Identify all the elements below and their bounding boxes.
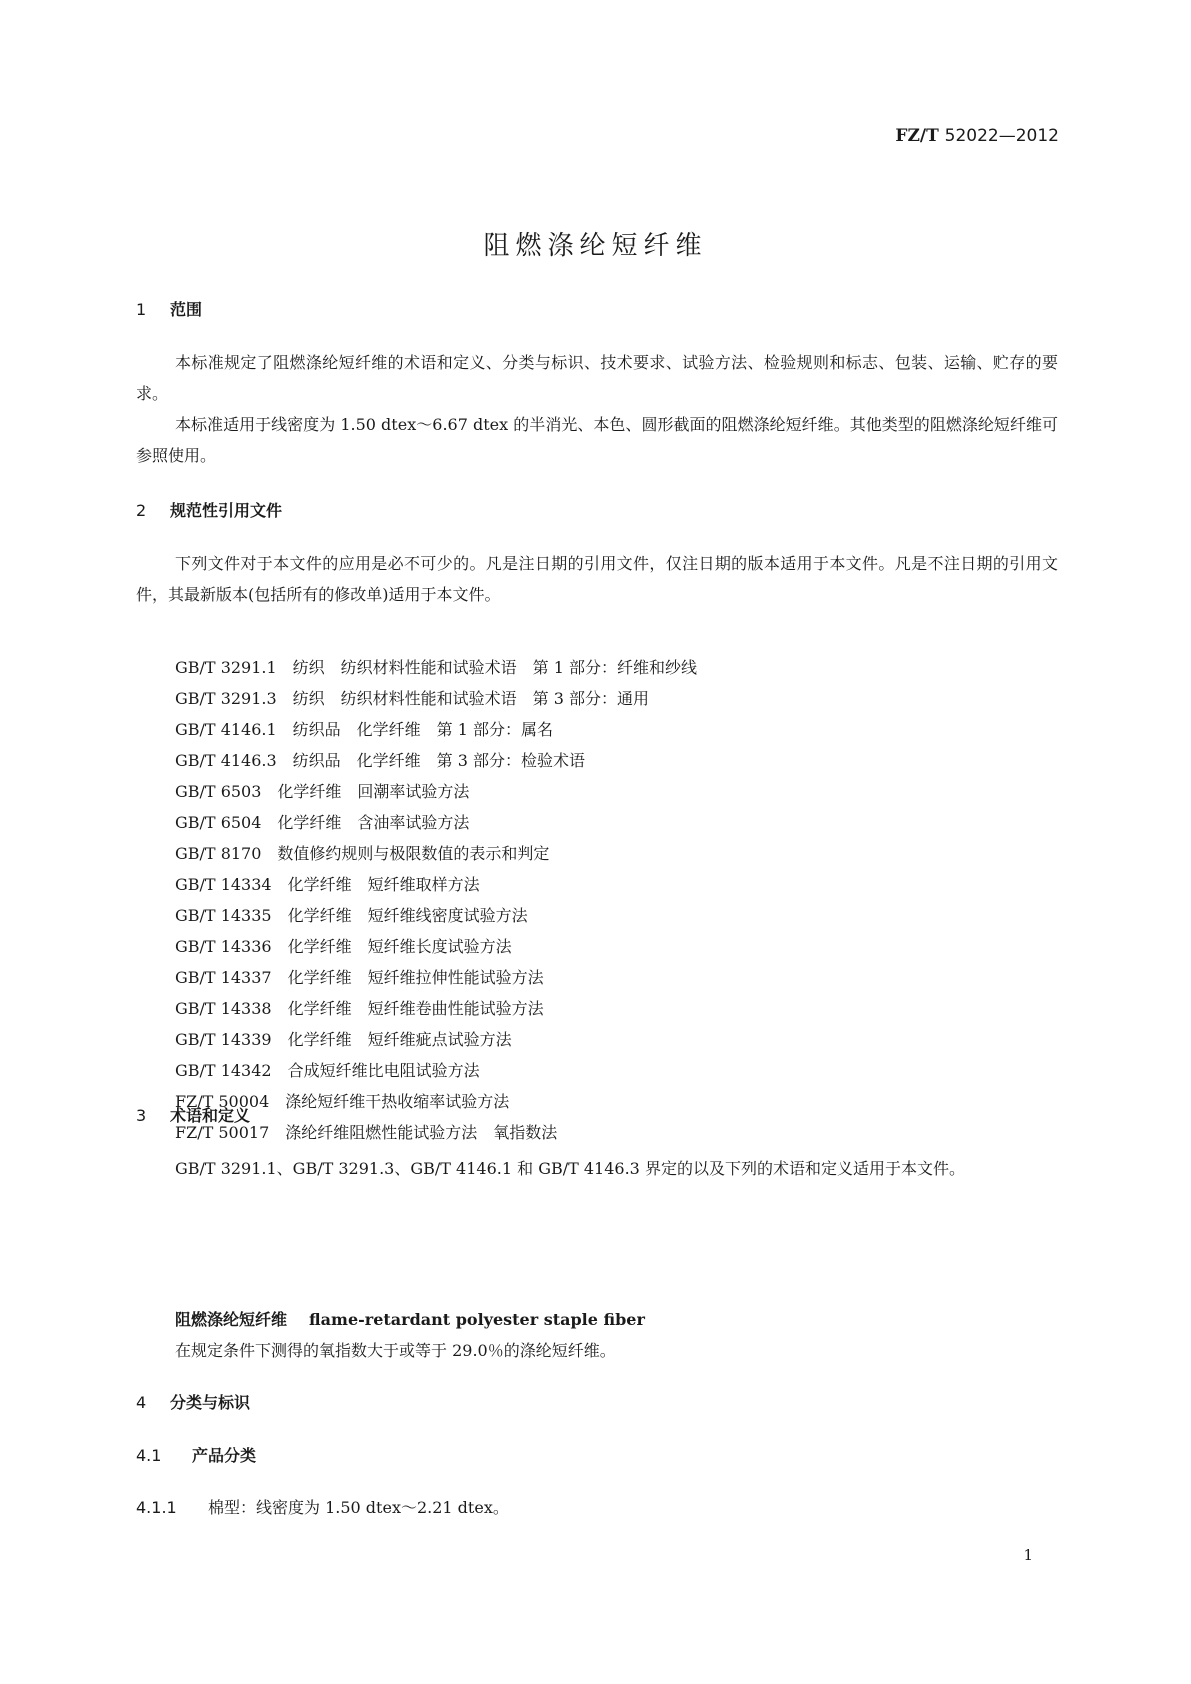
reference-title: 纺织品 化学纤维 第 1 部分：属名 (292, 720, 554, 739)
clause-number: 4.1.1 (136, 1498, 177, 1517)
section-number: 4 (136, 1393, 147, 1412)
reference-title: 化学纤维 短纤维拉伸性能试验方法 (287, 968, 544, 987)
reference-title: 化学纤维 短纤维卷曲性能试验方法 (287, 999, 544, 1018)
section-title: 范围 (170, 300, 203, 319)
section-4-1-1-clause (136, 1495, 509, 1518)
reference-item (175, 776, 697, 807)
clause-text: 棉型：线密度为 1.50 dtex～2.21 dtex。 (208, 1498, 509, 1517)
reference-code: GB/T 6504 (175, 813, 262, 832)
reference-code: GB/T 8170 (175, 844, 262, 863)
section-2-heading (136, 498, 282, 521)
section-title: 术语和定义 (170, 1106, 251, 1125)
reference-title: 化学纤维 短纤维疵点试验方法 (287, 1030, 512, 1049)
page-number: 1 (1023, 1546, 1033, 1564)
reference-title: 涤纶纤维阻燃性能试验方法 氧指数法 (285, 1123, 558, 1142)
reference-item (175, 962, 697, 993)
reference-code: GB/T 3291.1 (175, 658, 277, 677)
reference-title: 纺织品 化学纤维 第 3 部分：检验术语 (292, 751, 586, 770)
reference-title: 涤纶短纤维干热收缩率试验方法 (285, 1092, 510, 1111)
reference-code: GB/T 6503 (175, 782, 262, 801)
reference-item (175, 745, 697, 776)
reference-code: GB/T 4146.3 (175, 751, 277, 770)
reference-item (175, 931, 697, 962)
reference-item (175, 1055, 697, 1086)
reference-item (175, 1086, 697, 1117)
reference-code: FZ/T 50017 (175, 1123, 270, 1142)
scope-paragraph-1: 本标准规定了阻燃涤纶短纤维的术语和定义、分类与标识、技术要求、试验方法、检验规则和标志、包装、运输、贮存的要求。 (136, 353, 1058, 403)
section-3-heading (136, 1103, 250, 1126)
section-title: 产品分类 (192, 1446, 257, 1465)
reference-code: GB/T 3291.3 (175, 689, 277, 708)
reference-code: GB/T 14338 (175, 999, 272, 1018)
term-english: flame-retardant polyester staple fiber (309, 1310, 645, 1329)
reference-code: GB/T 14334 (175, 875, 272, 894)
reference-title: 化学纤维 含油率试验方法 (277, 813, 470, 832)
reference-item (175, 1024, 697, 1055)
reference-title: 化学纤维 短纤维长度试验方法 (287, 937, 512, 956)
reference-item (175, 714, 697, 745)
reference-item (175, 900, 697, 931)
reference-code: GB/T 14336 (175, 937, 272, 956)
term-entry (175, 1307, 645, 1330)
reference-code: GB/T 14335 (175, 906, 272, 925)
section-4-heading (136, 1390, 250, 1413)
reference-item (175, 993, 697, 1024)
section-number: 2 (136, 501, 147, 520)
reference-title: 化学纤维 短纤维线密度试验方法 (287, 906, 528, 925)
references-intro: 下列文件对于本文件的应用是必不可少的。凡是注日期的引用文件，仅注日期的版本适用于本文件。凡是不注日期的引用文件，其最新版本(包括所有的修改单)适用于本文件。 (136, 554, 1058, 604)
reference-code: GB/T 14339 (175, 1030, 272, 1049)
document-title: 阻燃涤纶短纤维 (483, 231, 708, 261)
reference-code: GB/T 14342 (175, 1061, 272, 1080)
standard-code-number: 52022—2012 (944, 126, 1059, 146)
standard-code-prefix: FZ/T (895, 126, 939, 146)
reference-title: 数值修约规则与极限数值的表示和判定 (277, 844, 550, 863)
normative-references-list (175, 652, 697, 1148)
reference-code: FZ/T 50004 (175, 1092, 270, 1111)
section-number: 1 (136, 300, 147, 319)
reference-title: 纺织 纺织材料性能和试验术语 第 3 部分：通用 (292, 689, 650, 708)
reference-item (175, 683, 697, 714)
reference-title: 化学纤维 回潮率试验方法 (277, 782, 470, 801)
term-definition: 在规定条件下测得的氧指数大于或等于 29.0％的涤纶短纤维。 (175, 1341, 616, 1360)
reference-item (175, 838, 697, 869)
reference-title: 合成短纤维比电阻试验方法 (287, 1061, 480, 1080)
section-number: 4.1 (136, 1446, 162, 1465)
section-number: 3 (136, 1106, 147, 1125)
reference-code: GB/T 14337 (175, 968, 272, 987)
section-4-1-heading (136, 1443, 256, 1466)
section-title: 规范性引用文件 (170, 501, 283, 520)
terms-intro: GB/T 3291.1、GB/T 3291.3、GB/T 4146.1 和 GB/T 4146.3 界定的以及下列的术语和定义适用于本文件。 (175, 1159, 965, 1178)
section-title: 分类与标识 (170, 1393, 251, 1412)
scope-paragraph-2: 本标准适用于线密度为 1.50 dtex～6.67 dtex 的半消光、本色、圆形截面的阻燃涤纶短纤维。其他类型的阻燃涤纶短纤维可参照使用。 (136, 415, 1058, 465)
reference-title: 纺织 纺织材料性能和试验术语 第 1 部分：纤维和纱线 (292, 658, 698, 677)
section-1-heading (136, 297, 202, 320)
standard-code (895, 126, 1059, 146)
term-chinese: 阻燃涤纶短纤维 (175, 1310, 288, 1329)
reference-item (175, 807, 697, 838)
reference-code: GB/T 4146.1 (175, 720, 277, 739)
reference-title: 化学纤维 短纤维取样方法 (287, 875, 480, 894)
reference-item (175, 1117, 697, 1148)
reference-item (175, 869, 697, 900)
reference-item (175, 652, 697, 683)
